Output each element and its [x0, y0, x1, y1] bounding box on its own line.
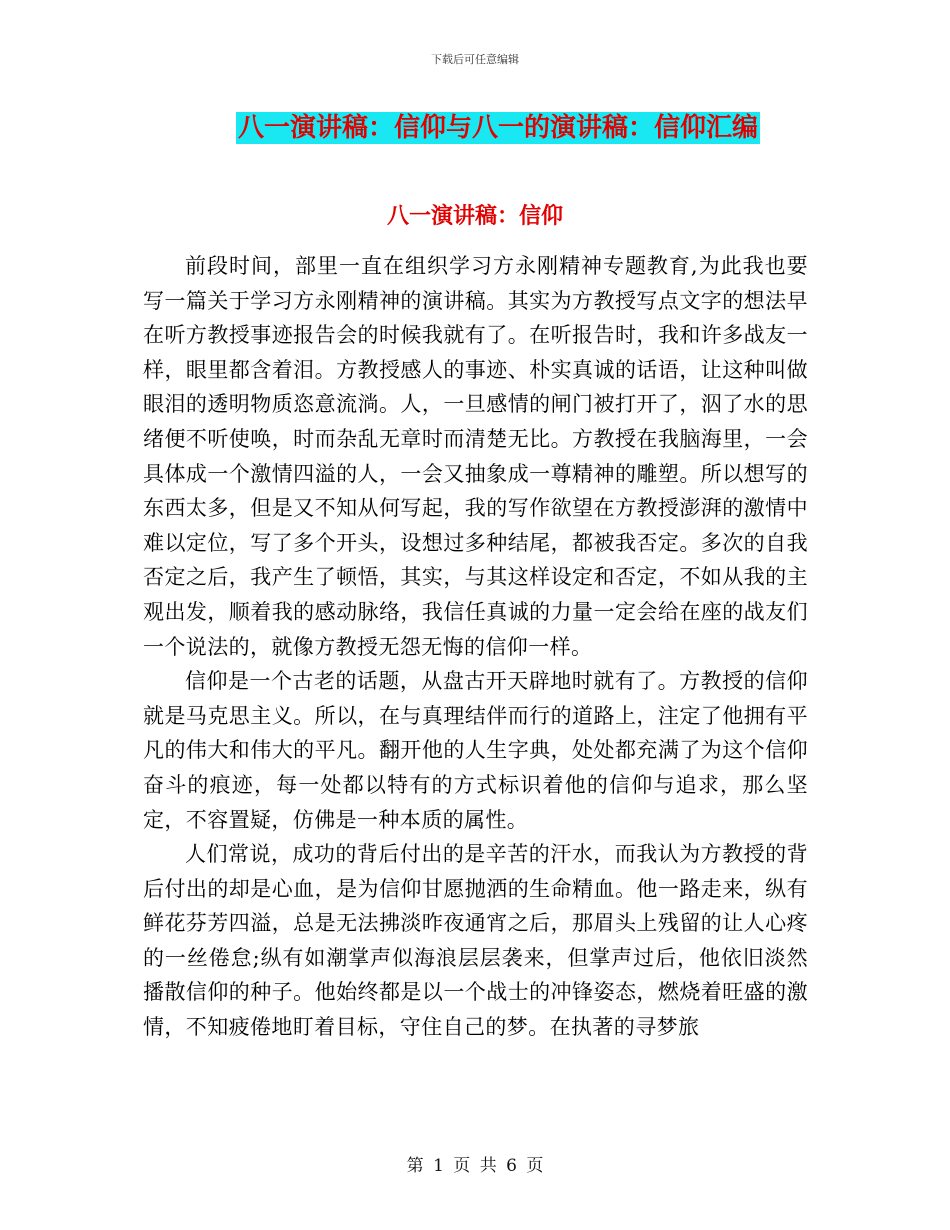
section-title: 八一演讲稿：信仰 [386, 204, 563, 229]
page-header-note: 下载后可任意编辑 [431, 53, 519, 66]
paragraph: 人们常说，成功的背后付出的是辛苦的汗水，而我认为方教授的背后付出的却是心血，是为信仰甘愿抛洒的生命精血。他一路走来，纵有鲜花芬芳四溢，总是无法拂淡昨夜通宵之后，那眉头上残留的让人心疼的一丝倦怠;纵有如潮掌声似海浪层层袭来，但掌声过后，他依旧淡然播散信仰的种子。他始终都是以一个战士的冲锋姿态，燃烧着旺盛的激情，不知疲倦地盯着目标，守住自己的梦。在执著的寻梦旅 [143, 842, 808, 1040]
paragraph: 信仰是一个古老的话题，从盘古开天辟地时就有了。方教授的信仰就是马克思主义。所以，在与真理结伴而行的道路上，注定了他拥有平凡的伟大和伟大的平凡。翻开他的人生字典，处处都充满了为这个信仰奋斗的痕迹，每一处都以特有的方式标识着他的信仰与追求，那么坚定，不容置疑，仿佛是一种本质的属性。 [143, 669, 808, 832]
paragraph: 前段时间，部里一直在组织学习方永刚精神专题教育,为此我也要写一篇关于学习方永刚精神的演讲稿。其实为方教授写点文字的想法早在听方教授事迹报告会的时候我就有了。在听报告时，我和许多战友一样，眼里都含着泪。方教授感人的事迹、朴实真诚的话语，让这种叫做眼泪的透明物质恣意流淌。人，一旦感情的闸门被打开了，泅了水的思绪便不听使唤，时而杂乱无章时而清楚无比。方教授在我脑海里，一会具体成一个激情四溢的人，一会又抽象成一尊精神的雕塑。所以想写的东西太多，但是又不知从何写起，我的写作欲望在方教授澎湃的激情中难以定位，写了多个开头，设想过多种结尾，都被我否定。多次的自我否定之后，我产生了顿悟，其实，与其这样设定和否定，不如从我的主观出发，顺着我的感动脉络，我信任真诚的力量一定会给在座的战友们一个说法的，就像方教授无怨无悔的信仰一样。 [143, 254, 808, 659]
document-title: 八一演讲稿：信仰与八一的演讲稿：信仰汇编 [237, 113, 758, 143]
page-number-footer: 第 1 页 共 6 页 [406, 1156, 544, 1176]
document-body [143, 249, 808, 1045]
document-title-container [0, 112, 950, 144]
